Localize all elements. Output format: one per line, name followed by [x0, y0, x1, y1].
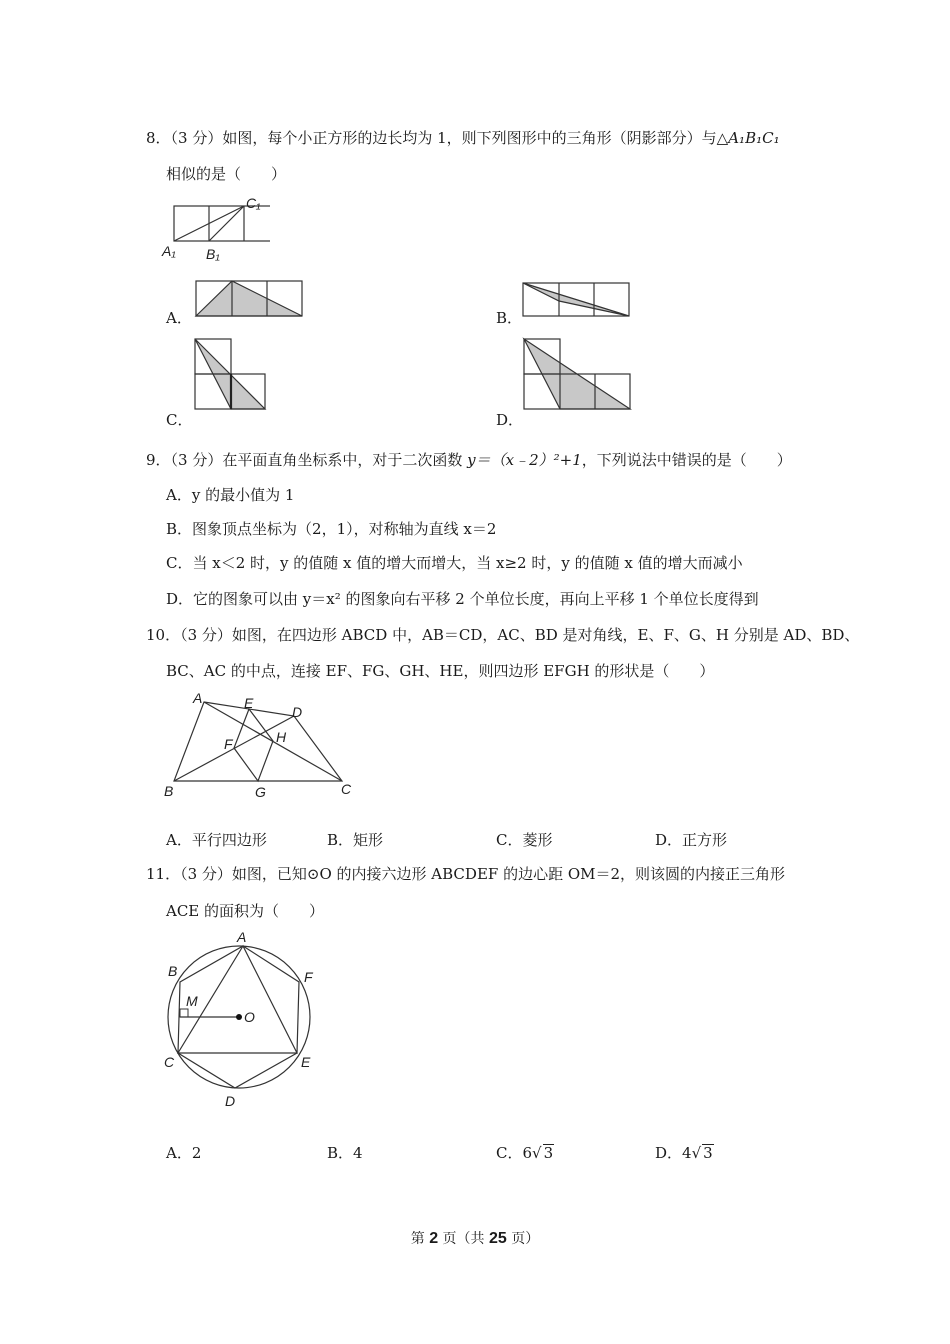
q10-stem-line2: BC、AC 的中点，连接 EF、FG、GH、HE，则四边形 EFGH 的形状是（ ）: [166, 662, 715, 680]
label-C1: C₁: [246, 195, 261, 211]
q8-stem-text: 8．（3 分）如图，每个小正方形的边长均为 1，则下列图形中的三角形（阴影部分）与△: [146, 129, 729, 147]
right-angle-mark: [180, 1009, 188, 1017]
label-B: B: [168, 963, 178, 979]
q8-stem-line2: 相似的是（ ）: [166, 165, 287, 183]
label-A: A: [193, 690, 203, 706]
q11-option-a: A．2: [166, 1144, 202, 1162]
q11-option-c: C．6√ 3: [496, 1144, 554, 1162]
q11-circle-figure: [158, 926, 328, 1112]
ref-grid: [174, 206, 270, 241]
q9-option-b: B．图象顶点坐标为（2，1），对称轴为直线 x＝2: [166, 520, 497, 538]
q11-stem-line2: ACE 的面积为（ ）: [166, 902, 325, 920]
q9-option-c: C．当 x＜2 时，y 的值随 x 值的增大而增大，当 x≥2 时，y 的值随 x 值的增大而减小: [166, 554, 743, 572]
ref-triangle-side: [209, 206, 244, 241]
q11-option-b: B．4: [327, 1144, 363, 1162]
q11-option-d: D．4√ 3: [655, 1144, 713, 1162]
q10-option-a: A．平行四边形: [166, 831, 267, 849]
label-E: E: [301, 1054, 311, 1070]
label-F: F: [224, 736, 233, 752]
label-F: F: [304, 969, 313, 985]
label-E: E: [244, 695, 254, 711]
shaded-triangle: [196, 281, 302, 316]
quadrilateral-ABCD: [174, 702, 342, 781]
total-pages: 25: [489, 1230, 507, 1247]
label-O: O: [244, 1009, 255, 1025]
label-C: C: [164, 1054, 175, 1070]
q8-option-b-figure: [521, 281, 633, 321]
radicand: 3: [543, 1144, 554, 1162]
q8-option-d-figure: [522, 337, 634, 413]
q10-stem-line1: 10．（3 分）如图，在四边形 ABCD 中，AB＝CD，AC、BD 是对角线，E、F、G、H 分别是 AD、BD、: [146, 626, 860, 644]
q9-function: y＝（x﹣2）²+1: [467, 451, 582, 469]
page-number: 2: [429, 1230, 439, 1247]
label-A1: A₁: [162, 243, 176, 259]
label-D: D: [292, 704, 303, 720]
label-A: A: [237, 929, 247, 945]
label-M: M: [186, 993, 198, 1009]
q8-option-b-label: B．: [496, 309, 523, 327]
q8-option-c-label: C．: [166, 411, 193, 429]
q10-option-d: D．正方形: [655, 831, 728, 849]
q9-option-d: D．它的图象可以由 y＝x² 的图象向右平移 2 个单位长度，再向上平移 1 个单位长度得到: [166, 590, 759, 608]
q9-option-a: A．y 的最小值为 1: [166, 486, 295, 504]
label-G: G: [255, 784, 266, 800]
q8-stem-line1: [146, 128, 780, 148]
q8-option-a-label: A．: [166, 309, 192, 327]
center-dot: [236, 1014, 242, 1020]
q8-stem-math: A₁B₁C₁: [728, 129, 780, 147]
q8-reference-figure: [160, 192, 270, 264]
q10-quadrilateral-figure: [160, 688, 360, 800]
label-C: C: [341, 781, 352, 797]
label-B1: B₁: [206, 246, 220, 262]
page-footer: 第 2 页（共 25 页）: [410, 1230, 540, 1247]
q8-option-d-label: D．: [496, 411, 524, 429]
q10-option-b: B．矩形: [327, 831, 384, 849]
label-H: H: [276, 729, 287, 745]
radicand: 3: [703, 1144, 713, 1162]
q8-option-a-figure: [194, 279, 306, 319]
q8-option-c-figure: [193, 337, 269, 413]
label-B: B: [164, 783, 174, 799]
q9-stem: 9．（3 分）在平面直角坐标系中，对于二次函数 y＝（x﹣2）²+1，下列说法中错误的是（ ）: [146, 451, 792, 469]
label-D: D: [225, 1093, 236, 1109]
q10-option-c: C．菱形: [496, 831, 553, 849]
q11-stem-line1: 11．（3 分）如图，已知⊙O 的内接六边形 ABCDEF 的边心距 OM＝2，则该圆的内接正三角形: [146, 865, 786, 883]
shaded-triangle: [523, 283, 629, 316]
